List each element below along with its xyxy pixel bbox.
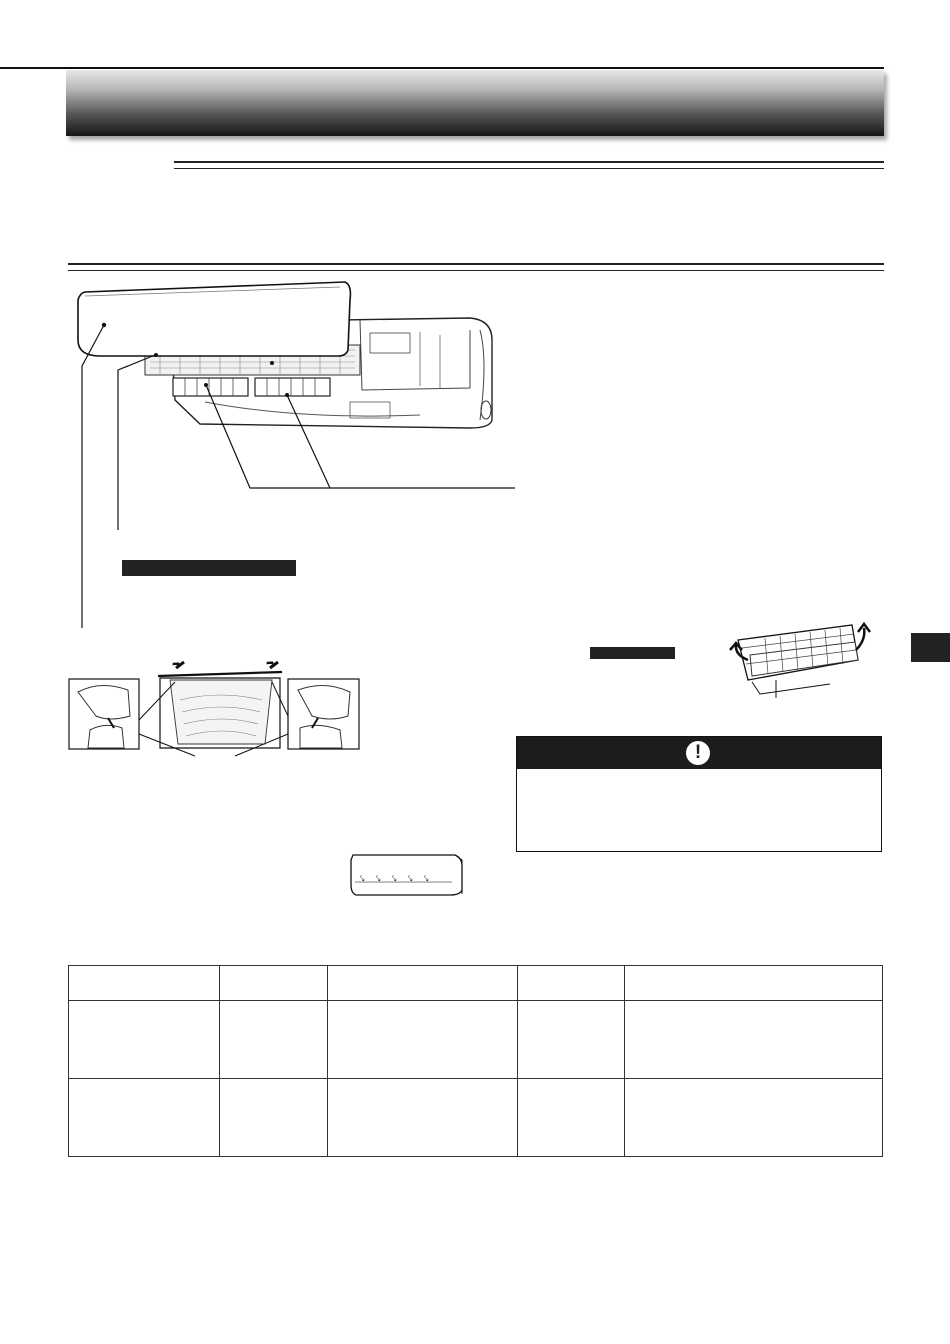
caution-box <box>516 736 882 852</box>
svg-text:⤥: ⤥ <box>424 874 429 883</box>
table-cell <box>518 1079 625 1157</box>
svg-text:⤥: ⤥ <box>392 874 397 883</box>
table-row <box>69 1001 883 1079</box>
table-cell <box>220 1079 328 1157</box>
exclamation-icon: ! <box>686 741 710 765</box>
table-cell <box>625 966 883 1001</box>
table-header-row <box>69 966 883 1001</box>
table-cell <box>625 1001 883 1079</box>
table-cell <box>220 966 328 1001</box>
table-cell <box>69 966 220 1001</box>
caution-header <box>517 737 881 769</box>
table-cell <box>328 1001 518 1079</box>
spec-table <box>68 965 883 1157</box>
svg-text:➦: ➦ <box>266 658 275 669</box>
table-cell <box>328 1079 518 1157</box>
svg-text:➦: ➦ <box>172 659 181 670</box>
table-cell <box>69 1079 220 1157</box>
svg-text:⤥: ⤥ <box>376 874 381 883</box>
table-row <box>69 1079 883 1157</box>
table-cell <box>328 966 518 1001</box>
svg-text:⤥: ⤥ <box>360 874 365 883</box>
table-cell <box>625 1079 883 1157</box>
table-cell <box>518 1001 625 1079</box>
thumbnail-unit-body <box>351 855 462 895</box>
table-cell <box>220 1001 328 1079</box>
svg-text:⤥: ⤥ <box>408 874 413 883</box>
table-cell <box>518 966 625 1001</box>
table-cell <box>69 1001 220 1079</box>
